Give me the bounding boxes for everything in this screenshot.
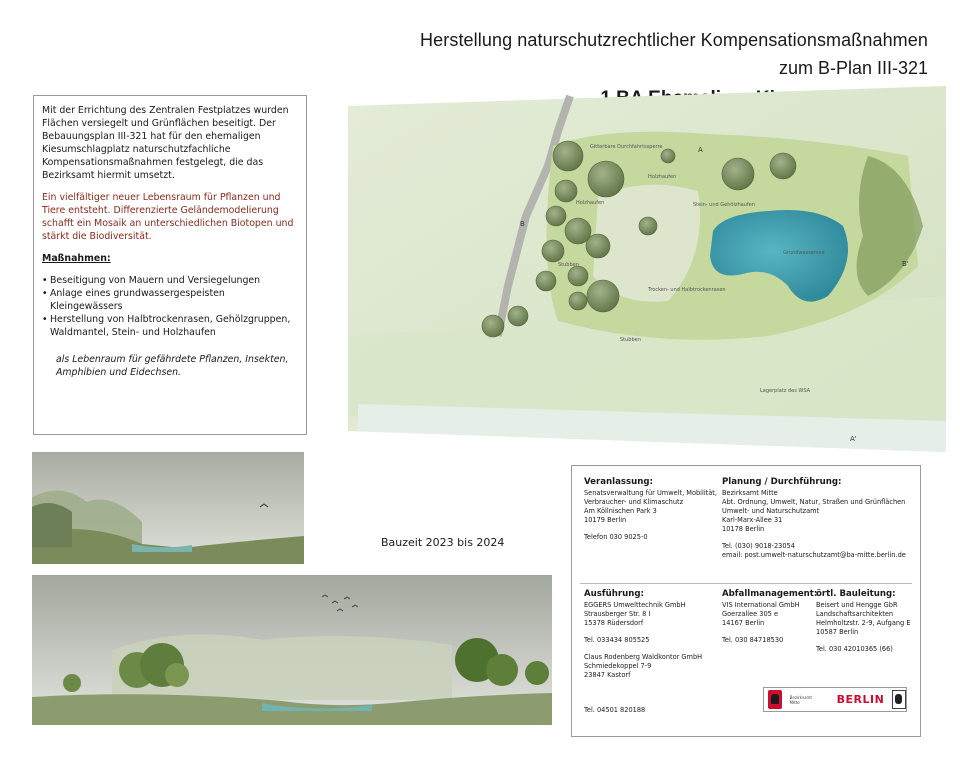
bullet-item: • Anlage eines grundwassergespeisten Kleingewässers	[42, 288, 225, 312]
bauleitung-block: örtl. Bauleitung: Beisert und Hengge GbR Landschaftsarchitekten Helmholtzstr. 2-9, Aufgang E 10587 Berlin Tel. 030 42010365 (66)	[816, 589, 911, 653]
measures-heading: Maßnahmen:	[42, 253, 111, 264]
title-line-2: zum B-Plan III-321	[778, 58, 928, 78]
label-trocken: Trocken- und Halbtrockenrasen	[648, 287, 726, 293]
berlin-logo	[763, 687, 907, 712]
construction-period: Bauzeit 2023 bis 2024	[381, 536, 505, 549]
abfall-heading: Abfallmanagement:	[722, 589, 818, 599]
divider	[580, 583, 912, 584]
logo-berlin-text: BERLIN	[836, 693, 885, 706]
label-holzhaufen-left: Holzhaufen	[576, 200, 605, 206]
intro-box	[33, 95, 307, 435]
bullet-item: • Beseitigung von Mauern und Versiegelungen	[42, 275, 261, 286]
veranlassung-phone: Telefon 030 9025-0	[584, 533, 648, 541]
label-stubben-1: Stubben	[558, 262, 579, 268]
label-durchfahrt: Gitterbare Durchfahrtssperre	[590, 144, 663, 150]
label-stein: Stein- und Gehölzhaufen	[693, 202, 755, 208]
planung-email: email: post.umwelt-naturschutzamt@ba-mitte.berlin.de	[722, 551, 906, 559]
title-line-1: Herstellung naturschutzrechtlicher Kompensationsmaßnahmen	[420, 30, 928, 50]
ausfuehrung-heading: Ausführung:	[584, 589, 644, 599]
veranlassung-heading: Veranlassung:	[584, 477, 653, 487]
intro-paragraph-1: Mit der Errichtung des Zentralen Festplatzes wurden Flächen versiegelt und Grünflächen beseitigt. Der Bebauungsplan III-321 hat für den ehemaligen Kiesumschlagplatz naturschutzfachliche Kompensationsmaßnahmen festgelegt, die das Bezirksamt hiermit umsetzt.	[42, 105, 289, 181]
label-stubben-2: Stubben	[620, 337, 641, 343]
axis-a-prime: A'	[850, 435, 857, 443]
label-holzhaufen-top: Holzhaufen	[648, 174, 677, 180]
axis-b: B	[520, 220, 525, 228]
berlin-bear-icon	[892, 690, 906, 709]
abfall-block: Abfallmanagement: VIS International GmbH Goerzallee 305 e 14167 Berlin Tel. 030 84718530	[722, 589, 818, 644]
axis-a: A	[698, 146, 703, 154]
bullet-item: • Herstellung von Halbtrockenrasen, Gehölzgruppen, Waldmantel, Stein- und Holzhaufen	[42, 314, 291, 338]
ausfuehrung-block: Ausführung: EGGERS Umwelttechnik GmbH Strausberger Str. 8 I 15378 Rüdersdorf Tel. 033434 805525 Claus Rodenberg Waldkontor GmbH Schmiedekoppel 7-9 23847 Kastorf Tel. 04501 820188	[584, 589, 703, 714]
planung-block: Planung / Durchführung: Bezirksamt Mitte Abt. Ordnung, Umwelt, Natur, Straßen und Grünflächen Umwelt- und Naturschutzamt Karl-Marx-Allee 31 10178 Berlin Tel. (030) 9018-23054 email: post.umwelt-naturschutzamt@ba-mitte.berlin.de	[722, 477, 906, 559]
axis-b-prime: B'	[902, 260, 909, 268]
coat-of-arms-icon	[768, 690, 782, 709]
label-lagerplatz: Lagerplatz des WSA	[760, 388, 811, 394]
planung-phone: Tel. (030) 9018-23054	[722, 542, 795, 550]
section-view-1	[32, 452, 304, 564]
intro-closing: als Lebenraum für gefährdete Pflanzen, Insekten, Amphibien und Eidechsen.	[56, 354, 289, 378]
info-box	[571, 465, 921, 737]
veranlassung-block: Veranlassung: Senatsverwaltung für Umwelt, Mobilität, Verbraucher- und Klimaschutz Am Köllnischen Park 3 10179 Berlin Telefon 030 9025-0	[584, 477, 717, 541]
bauleitung-heading: örtl. Bauleitung:	[816, 589, 896, 599]
section-view-2	[32, 575, 552, 725]
intro-paragraph-2: Ein vielfältiger neuer Lebensraum für Pflanzen und Tiere entsteht. Differenzierte Geländemodelierung schafft ein Mosaik an unterschiedlichen Biotopen und stärkt die Biodiversität.	[42, 192, 294, 242]
logo-small-text: Bezirksamt Mitte	[789, 694, 812, 705]
site-plan	[348, 86, 946, 452]
planung-heading: Planung / Durchführung:	[722, 477, 842, 487]
label-gewaesser: Grundwassersee	[783, 250, 825, 256]
